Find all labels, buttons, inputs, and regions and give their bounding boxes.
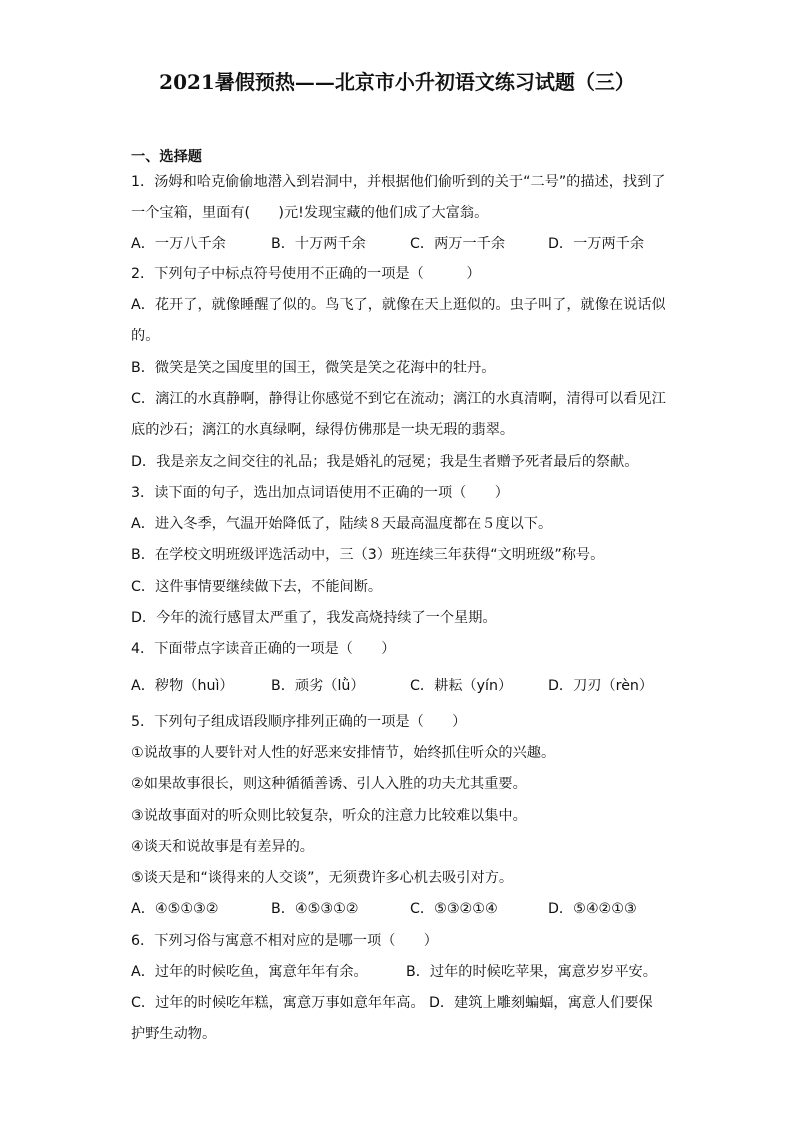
section-heading: 一、选择题 [131, 149, 202, 165]
question-5-sentence-2: ②如果故事很长，则这种循循善诱、引人入胜的功夫尤其重要。 [131, 776, 527, 792]
question-3-option-b: B．在学校文明班级评选活动中，三（3）班连续三年获得“文明班级”称号。 [131, 547, 605, 563]
question-2-option-a-line-2: 的。 [131, 328, 160, 344]
option-a: A．秽物（huì） [131, 678, 234, 694]
option-c: C．⑤③②①④ [410, 901, 498, 917]
option-d: D．一万两千余 [548, 236, 645, 252]
option-a: A．④⑤①③② [131, 901, 219, 917]
option-b: B．④⑤③①② [271, 901, 359, 917]
option-d: D．建筑上雕刻蝙蝠，寓意人们要保 [429, 995, 653, 1011]
question-3-option-d: D．今年的流行感冒太严重了，我发高烧持续了一个星期。 [131, 610, 497, 626]
question-2-option-c-line-1: C．漓江的水真静啊，静得让你感觉不到它在流动；漓江的水真清啊，清得可以看见江 [131, 391, 666, 407]
question-5-sentence-4: ④谈天和说故事是有差异的。 [131, 839, 314, 855]
option-c: C．耕耘（yín） [410, 678, 513, 694]
question-1-line-1: 1．汤姆和哈克偷偷地潜入到岩洞中，并根据他们偷听到的关于“二号”的描述，找到了 [131, 174, 666, 190]
option-d: D．刀刃（rèn） [548, 678, 654, 694]
option-a: A．过年的时候吃鱼，寓意年年有余。 [131, 964, 368, 980]
option-b: B．过年的时候吃苹果，寓意岁岁平安。 [406, 964, 657, 980]
question-1-line-2: 一个宝箱，里面有( )元!发现宝藏的他们成了大富翁。 [131, 205, 489, 221]
question-2-option-a-line-1: A．花开了，就像睡醒了似的。鸟飞了，就像在天上逛似的。虫子叫了，就像在说话似 [131, 297, 666, 313]
option-d: D．⑤④②①③ [548, 901, 637, 917]
question-2-option-d: D．我是亲友之间交往的礼品；我是婚礼的冠冕；我是生者赠予死者最后的祭献。 [131, 454, 639, 470]
option-b: B．十万两千余 [271, 236, 366, 252]
option-a: A．一万八千余 [131, 236, 226, 252]
question-2-option-c-line-2: 底的沙石；漓江的水真绿啊，绿得仿佛那是一块无瑕的翡翠。 [131, 422, 515, 438]
option-c: C．两万一千余 [410, 236, 506, 252]
question-5-sentence-3: ③说故事面对的听众则比较复杂，听众的注意力比较难以集中。 [131, 808, 527, 824]
question-5-stem: 5．下列句子组成语段顺序排列正确的一项是（ ） [131, 714, 467, 730]
question-3-option-c: C．这件事情要继续做下去，不能间断。 [131, 579, 383, 595]
option-b: B．顽劣（lǜ） [271, 678, 365, 694]
question-4-stem: 4．下面带点字读音正确的一项是（ ） [131, 641, 396, 657]
question-3-stem: 3．读下面的句子，选出加点词语使用不正确的一项（ ） [131, 485, 509, 501]
question-2-stem: 2．下列句子中标点符号使用不正确的一项是（ ） [131, 266, 481, 282]
question-5-sentence-1: ①说故事的人要针对人性的好恶来安排情节，始终抓住听众的兴趣。 [131, 745, 556, 761]
question-3-option-a: A．进入冬季，气温开始降低了，陆续８天最高温度都在５度以下。 [131, 516, 553, 532]
question-6-option-d-line-2: 护野生动物。 [131, 1026, 217, 1042]
question-6-stem: 6．下列习俗与寓意不相对应的是哪一项（ ） [131, 933, 438, 949]
page-title: 2021暑假预热——北京市小升初语文练习试题（三） [159, 70, 635, 94]
option-c: C．过年的时候吃年糕，寓意万事如意年年高。 [131, 995, 425, 1011]
question-2-option-b: B．微笑是笑之国度里的国王，微笑是笑之花海中的牡丹。 [131, 360, 496, 376]
question-5-sentence-5: ⑤谈天是和“谈得来的人交谈”，无须费许多心机去吸引对方。 [131, 870, 514, 886]
